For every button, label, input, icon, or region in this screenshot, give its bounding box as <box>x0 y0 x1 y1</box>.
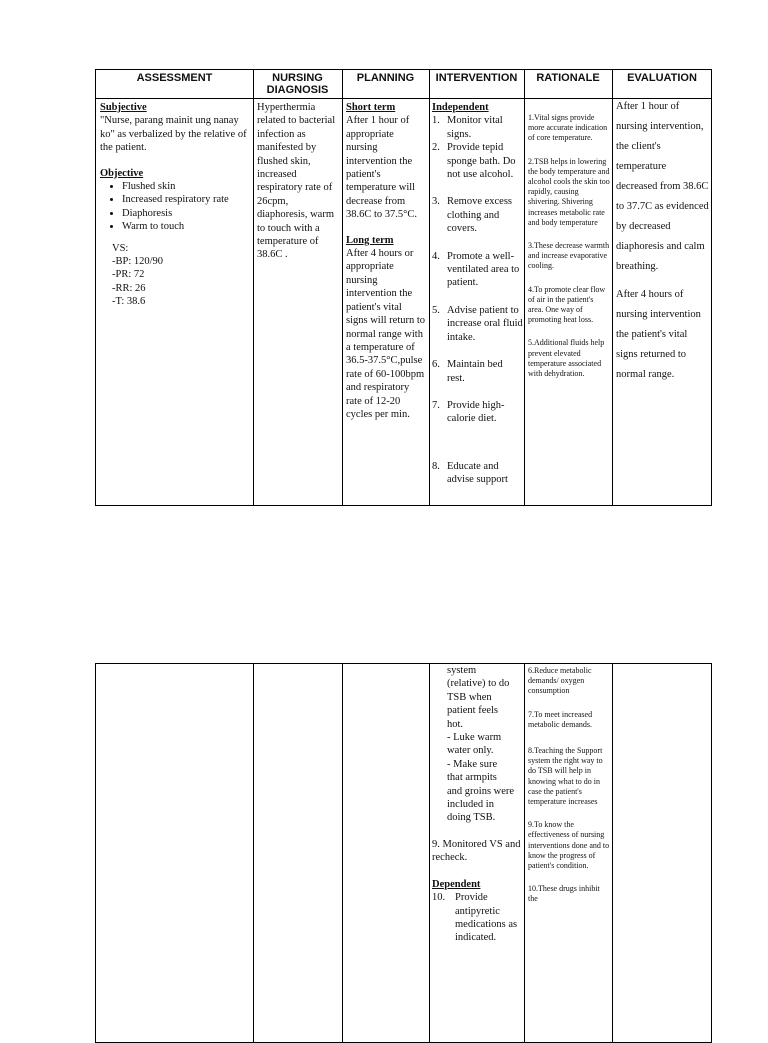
intervention-item: 8. Educate and advise support <box>432 460 508 486</box>
care-plan-table-page1 <box>95 69 712 506</box>
continued-line: - Make sure <box>447 758 498 770</box>
vital-temp: -T: 38.6 <box>112 296 146 308</box>
column-divider <box>524 664 525 1042</box>
continued-line: - Luke warm <box>447 732 502 744</box>
independent-label: Independent <box>432 102 489 113</box>
column-divider <box>253 70 254 505</box>
rationale-cell <box>528 113 610 503</box>
rationale-item: 8.Teaching the Support system the right way to do TSB will help in knowing what to do in case the patient's temperature increases <box>528 746 603 807</box>
column-divider <box>342 664 343 1042</box>
vs-label: VS: <box>112 242 129 254</box>
intervention-continued-cell <box>432 664 523 945</box>
subjective-text: "Nurse, parang mainit ung nanay ko" as verbalized by the relative of the patient. <box>100 115 247 154</box>
rationale-item: 6.Reduce metabolic demands/ oxygen consumption <box>528 666 592 696</box>
short-term-label: Short term <box>346 102 396 113</box>
rationale-continued-cell <box>528 666 610 918</box>
objective-list <box>100 180 251 234</box>
dependent-label: Dependent <box>432 878 481 890</box>
intervention-item: 4. Promote a well-ventilated area to patient. <box>432 250 520 289</box>
header-nursing-diagnosis-line1: NURSING <box>272 72 323 84</box>
evaluation-cell <box>616 97 710 393</box>
column-divider <box>612 664 613 1042</box>
subjective-label: Subjective <box>100 102 147 113</box>
continued-line: hot. <box>447 718 464 730</box>
long-term-label: Long term <box>346 234 394 246</box>
intervention-item-10: 10. Provide antipyretic medications as indicated. <box>432 892 518 944</box>
header-planning: PLANNING <box>356 72 415 84</box>
rationale-item: 3.These decrease warmth and increase evaporative cooling. <box>528 241 610 271</box>
rationale-item: 2.TSB helps in lowering the body temperature and alcohol cools the skin too rapidly, causing shivering. Shivering increases metabolic rate and body temperature <box>528 156 610 227</box>
header-evaluation: EVALUATION <box>627 72 697 84</box>
evaluation-para: After 4 hours of nursing intervention the patient's vital signs returned to normal range. <box>616 289 701 380</box>
rationale-item: 9.To know the effectiveness of nursing interventions done and to know the progress of patient's condition. <box>528 820 610 871</box>
intervention-list <box>432 114 523 486</box>
objective-label: Objective <box>100 167 144 179</box>
objective-item: • Flushed skin <box>122 180 251 193</box>
intervention-item: 1. Monitor vital signs. <box>432 115 503 140</box>
care-plan-table-page2 <box>95 663 712 1043</box>
continued-line: water only. <box>447 745 494 757</box>
continued-line: doing TSB. <box>447 812 496 824</box>
planning-cell <box>346 101 426 421</box>
vital-bp: -BP: 120/90 <box>112 256 164 268</box>
continued-line: TSB when <box>447 691 492 703</box>
vital-rr: -RR: 26 <box>112 282 146 294</box>
header-nursing-diagnosis-line2: DIAGNOSIS <box>266 84 329 96</box>
intervention-item: 7. Provide high-calorie diet. <box>432 399 505 425</box>
objective-item: • Diaphoresis <box>122 207 251 220</box>
nursing-diagnosis-cell: Hyperthermia related to bacterial infection as manifested by flushed skin, increased respiratory rate of 26cpm, diaphoresis, warm to touch with a temperature of 38.6C . <box>257 102 336 261</box>
intervention-8-continued <box>432 664 523 825</box>
rationale-item: 5.Additional fluids help prevent elevated temperature associated with dehydration. <box>528 338 605 379</box>
assessment-cell <box>100 101 251 309</box>
rationale-item: 7.To meet increased metabolic demands. <box>528 709 593 729</box>
objective-item: • Warm to touch <box>122 220 251 233</box>
header-nursing-diagnosis <box>253 70 342 99</box>
long-term-text: After 4 hours or appropriate nursing intervention the patient's vital signs will return to normal range with a temperature of 36.5-37.5°C,pulse rate of 60-100bpm and respiratory rate of 12-20 cycles per min. <box>346 248 426 420</box>
vital-pr: -PR: 72 <box>112 269 145 281</box>
continued-line: (relative) to do <box>447 678 510 690</box>
continued-line: that armpits <box>447 772 497 784</box>
intervention-item: 2. Provide tepid sponge bath. Do not use alcohol. <box>432 142 516 181</box>
objective-item: • Increased respiratory rate <box>122 193 251 206</box>
header-intervention: INTERVENTION <box>435 72 518 84</box>
intervention-item-9: 9. Monitored VS and recheck. <box>432 838 521 864</box>
short-term-text: After 1 hour of appropriate nursing intervention the patient's temperature will decrease from 38.6C to 37.5°C. <box>346 115 417 221</box>
intervention-cell <box>432 101 523 505</box>
column-divider <box>429 70 430 505</box>
column-divider <box>253 664 254 1042</box>
rationale-item: 10.These drugs inhibit the <box>528 884 600 904</box>
rationale-item: 4.To promote clear flow of air in the patient's area. One way of promoting heat loss. <box>528 284 606 325</box>
column-divider <box>612 70 613 505</box>
column-divider <box>524 70 525 505</box>
dependent-list <box>432 891 523 945</box>
intervention-item: 5. Advise patient to increase oral fluid intake. <box>432 304 523 343</box>
continued-line: patient feels <box>447 705 499 717</box>
continued-line: system <box>447 665 477 676</box>
continued-line: included in <box>447 799 494 811</box>
rationale-item: 1.Vital signs provide more accurate indication of core temperature. <box>528 113 608 143</box>
column-divider <box>429 664 430 1042</box>
continued-line: and groins were <box>447 785 515 797</box>
intervention-item: 6. Maintain bed rest. <box>432 359 503 384</box>
intervention-item: 3. Remove excess clothing and covers. <box>432 196 513 235</box>
header-assessment: ASSESSMENT <box>136 72 213 84</box>
header-rationale: RATIONALE <box>536 72 600 84</box>
column-divider <box>342 70 343 505</box>
evaluation-para: After 1 hour of nursing intervention, the client's temperature decreased from 38.6C to 37.7C as evidenced by decreased diaphoresis and calm breathing. <box>616 101 709 272</box>
